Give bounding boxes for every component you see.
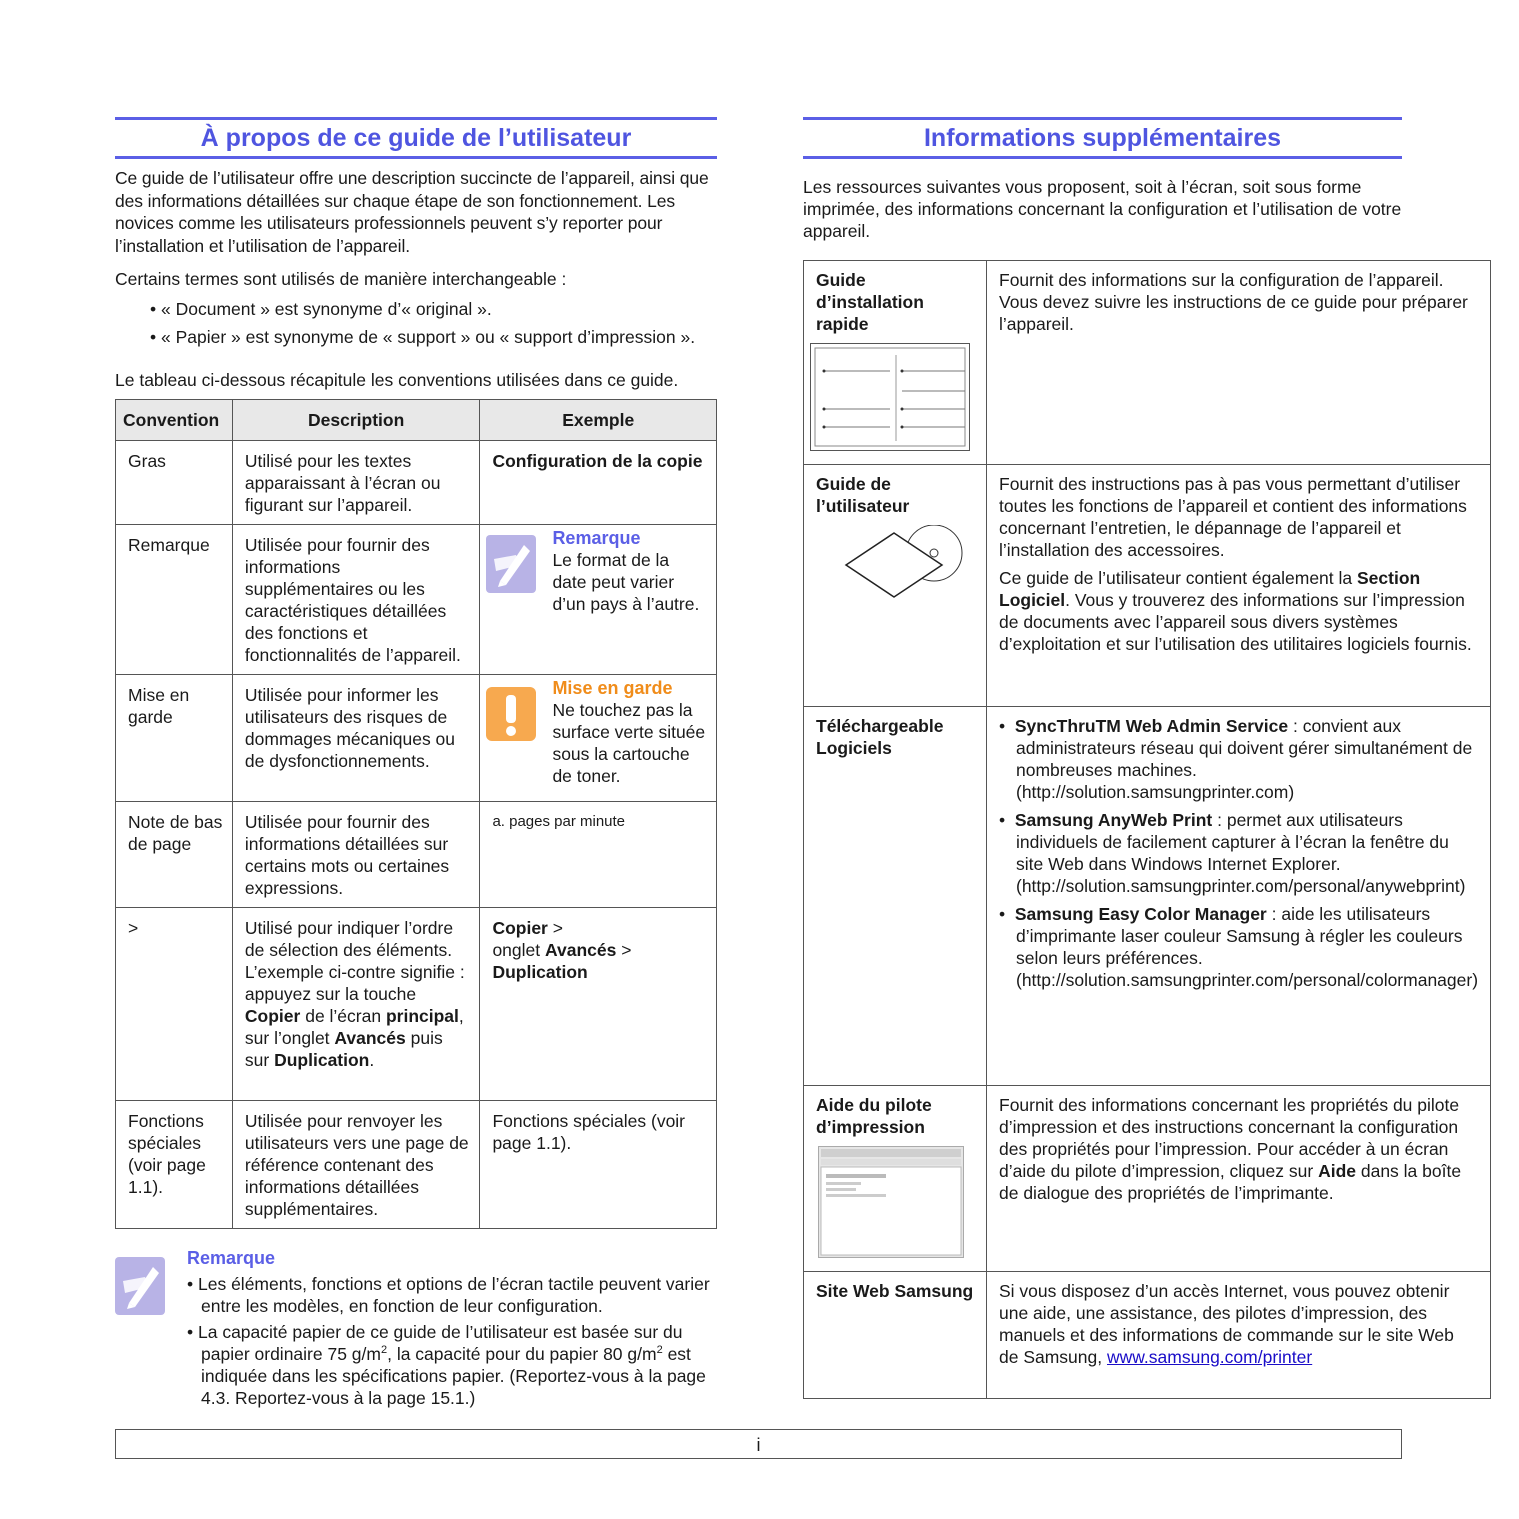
- table-row: [116, 1101, 717, 1229]
- header-convention: Convention: [116, 400, 233, 441]
- resources-table: [803, 260, 1491, 1399]
- caution-example-text: Ne touchez pas la surface verte située sous la cartouche de toner.: [552, 700, 706, 786]
- table-row: [804, 465, 1491, 707]
- table-row: [804, 1272, 1491, 1399]
- resource-name: Aide du pilote d’impression: [804, 1086, 987, 1272]
- resource-description: [987, 707, 1491, 1086]
- caution-example-title: Mise en garde: [552, 678, 673, 698]
- table-header-row: [116, 400, 717, 441]
- header-description: Description: [232, 400, 480, 441]
- section-heading-info: Informations supplémentaires: [803, 117, 1402, 159]
- cell-example: a. pages par minute: [480, 802, 717, 908]
- list-item: • Les éléments, fonctions et options de l’écran tactile peuvent varier entre les modèles, en fonction de leur configuration.: [187, 1273, 717, 1317]
- resource-description: Si vous disposez d’un accès Internet, vous pouvez obtenir une aide, une assistance, des pilotes d’impression, des manuels et des informations de commande sur le site Web de Samsung, www.samsung.com/printer: [987, 1272, 1491, 1399]
- resource-description: Fournit des informations concernant les propriétés du pilote d’impression et des instructions concernant la configuration des propriétés pour l’impression. Pour accéder à un écran d’aide du pilote d’impression, cliquez sur Aide dans la boîte de dialogue des propriétés de l’imprimante.: [987, 1086, 1491, 1272]
- help-window-thumbnail-icon: [818, 1146, 964, 1258]
- table-row: [804, 1086, 1491, 1272]
- header-example: Exemple: [480, 400, 717, 441]
- resources-intro: Les ressources suivantes vous proposent, soit à l’écran, soit sous forme imprimée, des informations concernant la configuration et l’utilisation de votre appareil.: [803, 177, 1402, 241]
- cd-manual-icon: [834, 525, 974, 605]
- resource-name: Guide d’installation rapide: [804, 261, 987, 465]
- list-item: • « Document » est synonyme d’« original ».: [150, 295, 717, 323]
- page-number: i: [756, 1435, 761, 1455]
- cell-example: Copier > onglet Avancés > Duplication: [480, 908, 717, 1101]
- list-item: • SyncThruTM Web Admin Service : convient aux administrateurs réseau qui doivent gérer simultanément de nombreuses machines. (http://solution.samsungprinter.com): [999, 715, 1478, 803]
- note-example: [492, 527, 708, 615]
- table-row: [804, 261, 1491, 465]
- caution-example: [492, 677, 708, 787]
- remark-list: [187, 1273, 717, 1409]
- list-item: • La capacité papier de ce guide de l’utilisateur est basée sur du papier ordinaire 75 $g/m^2$, la capacité pour du papier 80 $g/m^2$ est indiquée dans les spécifications papier. (Reportez-vous à la page 4.3. Reportez-vous à la page 15.1.): [187, 1321, 717, 1409]
- note-pencil-icon: [115, 1253, 165, 1315]
- remark-title: Remarque: [187, 1248, 276, 1268]
- resource-name: Guide de l’utilisateur: [804, 465, 987, 707]
- cell-example: [480, 675, 717, 802]
- list-item: • Samsung AnyWeb Print : permet aux utilisateurs individuels de facilement capturer à l’écran la fenêtre du site Web dans Windows Internet Explorer. (http://solution.samsungprinter.com/personal/anywebprint): [999, 809, 1478, 897]
- table-row: [116, 441, 717, 525]
- resource-description: Fournit des informations sur la configuration de l’appareil. Vous devez suivre les instructions de ce guide pour préparer l’appareil.: [987, 261, 1491, 465]
- cell-convention: Gras: [116, 441, 233, 525]
- table-row: [116, 802, 717, 908]
- terms-intro: Certains termes sont utilisés de manière interchangeable :: [115, 269, 567, 289]
- cell-description: Utilisée pour fournir des informations supplémentaires ou les caractéristiques détaillées des fonctions et fonctionnalités de l’appareil.: [232, 525, 480, 675]
- cell-example: Configuration de la copie: [480, 441, 717, 525]
- left-column: [115, 117, 717, 1409]
- resource-name: Site Web Samsung: [804, 1272, 987, 1399]
- cell-convention: Fonctions spéciales (voir page 1.1).: [116, 1101, 233, 1229]
- cell-description: Utilisée pour informer les utilisateurs des risques de dommages mécaniques ou de dysfonctionnements.: [232, 675, 480, 802]
- table-row: [116, 525, 717, 675]
- cell-convention: >: [116, 908, 233, 1101]
- note-example-title: Remarque: [552, 528, 641, 548]
- cell-example: Fonctions spéciales (voir page 1.1).: [480, 1101, 717, 1229]
- table-row: [804, 707, 1491, 1086]
- right-column: [803, 117, 1479, 1399]
- list-item: • Samsung Easy Color Manager : aide les utilisateurs d’imprimante laser couleur Samsung à régler les couleurs selon leurs préférences. (http://solution.samsungprinter.com/personal/colormanager): [999, 903, 1478, 991]
- resource-description: Fournit des instructions pas à pas vous permettant d’utiliser toutes les fonctions de l’appareil et contient des informations concernant l’entretien, le dépannage de l’appareil et l’installation des accessoires. Ce guide de l’utilisateur contient également la Section Logiciel. Vous y trouverez des informations sur l’impression de documents avec l’appareil sous divers systèmes d’exploitation et sur l’utilisation des utilitaires logiciels fournis.: [987, 465, 1491, 707]
- cell-description: Utilisée pour renvoyer les utilisateurs vers une page de référence contenant des informations détaillées supplémentaires.: [232, 1101, 480, 1229]
- remark-note: [115, 1247, 717, 1409]
- resource-name: Téléchargeable Logiciels: [804, 707, 987, 1086]
- conventions-table: [115, 399, 717, 1229]
- cell-description: Utilisé pour indiquer l’ordre de sélection des éléments. L’exemple ci-contre signifie : appuyez sur la touche Copier de l’écran principal, sur l’onglet Avancés puis sur Duplication.: [232, 908, 480, 1101]
- software-list: [999, 715, 1478, 991]
- note-pencil-icon: [486, 531, 536, 593]
- list-item: • « Papier » est synonyme de « support » ou « support d’impression ».: [150, 323, 717, 351]
- page-footer: [115, 1429, 1402, 1459]
- cell-description: Utilisée pour fournir des informations détaillées sur certains mots ou certaines expressions.: [232, 802, 480, 908]
- cell-convention: Remarque: [116, 525, 233, 675]
- cell-example: [480, 525, 717, 675]
- note-example-text: Le format de la date peut varier d’un pays à l’autre.: [552, 550, 700, 614]
- cell-convention: Mise en garde: [116, 675, 233, 802]
- quick-guide-thumbnail-icon: [810, 343, 970, 451]
- cell-description: Utilisé pour les textes apparaissant à l’écran ou figurant sur l’appareil.: [232, 441, 480, 525]
- table-intro: Le tableau ci-dessous récapitule les conventions utilisées dans ce guide.: [115, 369, 679, 390]
- section-heading-about: À propos de ce guide de l’utilisateur: [115, 117, 717, 159]
- cell-convention: Note de bas de page: [116, 802, 233, 908]
- terms-list: [115, 295, 717, 351]
- table-row: [116, 908, 717, 1101]
- table-row: [116, 675, 717, 802]
- samsung-printer-link[interactable]: www.samsung.com/printer: [1106, 1347, 1313, 1367]
- intro-paragraph: Ce guide de l’utilisateur offre une description succincte de l’appareil, ainsi que des informations détaillées sur chaque étape de son fonctionnement. Les novices comme les utilisateurs professionnels peuvent s’y reporter pour l’installation et l’utilisation de l’appareil.: [115, 168, 709, 256]
- caution-exclamation-icon: [486, 681, 536, 743]
